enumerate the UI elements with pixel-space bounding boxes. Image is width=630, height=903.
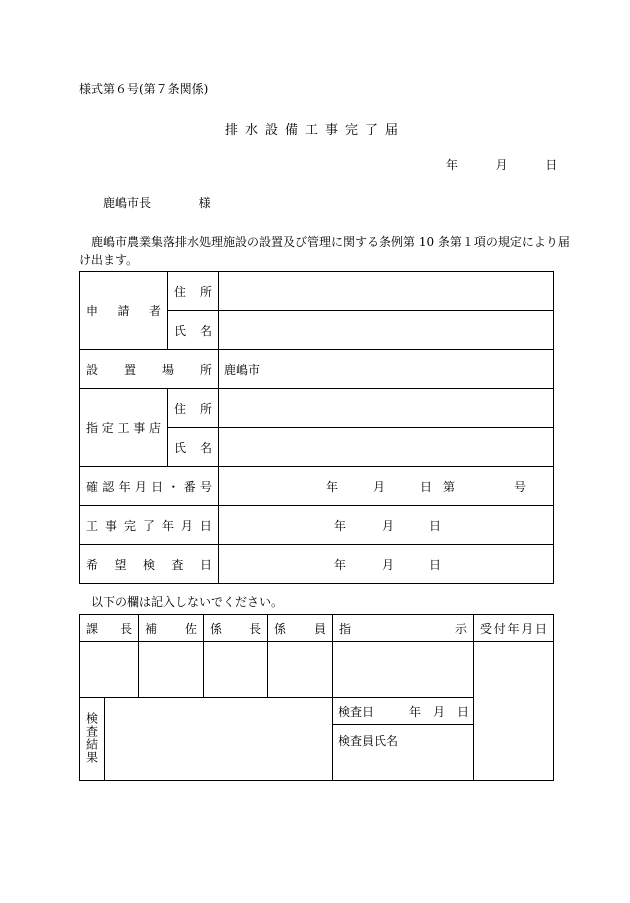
contractor-name-label-cell [168,428,219,467]
label-char: 者 [148,304,161,318]
label-char: 完 [123,518,136,533]
location-label-cell [80,350,219,389]
label-char: 受 [480,621,493,636]
stamp-assistant[interactable] [139,642,204,698]
label-char: 望 [114,557,127,572]
header-subsection-chief [204,615,268,642]
result-field[interactable] [105,698,333,781]
day-label: 日 [545,158,558,172]
confirm-field[interactable] [219,467,554,506]
label-char: 長 [119,621,132,636]
office-note: 以下の欄は記入しないでください。 [91,595,284,609]
label-char: 員 [313,621,326,636]
applicant-address-field[interactable] [219,272,554,311]
instruction-right: 示 [454,621,467,636]
label-char: 氏 [174,440,187,455]
name-label [168,439,218,456]
label-char: ・ [167,479,180,494]
addressee-name: 鹿嶋市長 [103,196,152,210]
label-char: 定 [101,421,114,435]
applicant-cell [80,272,168,350]
label-char: 氏 [174,323,187,338]
month-label: 月 [382,519,395,533]
result-label-cell [80,698,105,781]
label-char: 日 [534,621,547,636]
stamp-subsection-chief[interactable] [204,642,268,698]
label-char: 場 [161,362,174,377]
header-instruction [333,615,474,642]
label-char: 希 [86,557,99,572]
inspection-label-cell [80,545,219,584]
label-char: 査 [171,557,184,572]
contractor-name-field[interactable] [219,428,554,467]
day-label: 日 [429,519,442,533]
addressee-honorific: 様 [198,196,211,210]
label-char: 名 [199,440,212,455]
label-char: 店 [148,421,161,435]
label-char: 事 [133,421,146,435]
contractor-address-field[interactable] [219,389,554,428]
header-received-date [474,615,554,642]
label-char: 係 [210,621,223,636]
day-label: 日 [420,480,433,494]
main-table [79,271,554,584]
submission-date [446,156,557,173]
label-char: 名 [199,323,212,338]
label-char: 日 [199,557,212,572]
label-char: 所 [199,401,212,416]
month-label: 月 [373,480,386,494]
label-char: 置 [123,362,136,377]
label-char: 工 [86,518,99,533]
label-char: 付 [493,621,506,636]
year-label: 年 [326,480,339,494]
label-char: 日 [151,479,164,494]
received-date-field[interactable] [474,642,554,781]
month-label: 月 [495,158,508,172]
inspection-field[interactable] [219,545,554,584]
label-char: 長 [248,621,261,636]
label-char: 月 [521,621,534,636]
applicant-name-field[interactable] [219,311,554,350]
label-char: 日 [199,518,212,533]
applicant-address-label-cell [168,272,219,311]
label-char: 係 [274,621,287,636]
day-label: 日 [429,558,442,572]
label-char: 月 [134,479,147,494]
contractor-label [80,419,167,436]
inspector-cell[interactable] [333,725,474,781]
contractor-address-label-cell [168,389,219,428]
completion-field[interactable] [219,506,554,545]
label-char: 了 [142,518,155,533]
stamp-section-chief[interactable] [80,642,139,698]
inspection-date-cell[interactable] [333,698,474,725]
body-text-line1: 鹿嶋市農業集落排水処理施設の設置及び管理に関する条例第 10 条第１項の規定により届 [91,235,570,249]
month-label: 月 [382,558,395,572]
label-char: 検 [142,557,155,572]
form-number: 様式第６号(第７条関係) [79,82,209,96]
year-label: 年 [409,705,422,719]
instruction-field[interactable] [333,642,474,698]
applicant-name-label-cell [168,311,219,350]
day-label: 日 [457,705,470,719]
label-char: 佐 [184,621,197,636]
address-label [168,400,218,417]
label-char: 確 [86,479,99,494]
header-staff [268,615,333,642]
label-char: 月 [180,518,193,533]
label-char: 所 [199,284,212,299]
office-table [79,614,554,781]
name-label [168,322,218,339]
label-char: 設 [86,362,99,377]
label-char: 課 [86,621,99,636]
label-char: 申 [86,304,99,318]
page-title: 排水設備工事完了届 [224,123,405,138]
header-assistant [139,615,204,642]
month-label: 月 [433,705,446,719]
completion-label [80,517,218,534]
label-char: 号 [199,479,212,494]
confirm-label-cell [80,467,219,506]
location-label [80,361,218,378]
number-suffix: 号 [514,480,527,494]
address-label [168,283,218,300]
stamp-staff[interactable] [268,642,333,698]
number-prefix: 第 [443,480,456,494]
label-char: 事 [104,518,117,533]
label-char: 工 [117,421,130,435]
label-char: 指 [86,421,99,435]
result-label: 検査結果 [84,711,99,764]
year-label: 年 [446,158,459,172]
label-char: 年 [118,479,131,494]
body-text-line2: け出ます。 [79,253,139,267]
applicant-label [80,302,167,319]
inspection-date-label: 検査日 [338,705,375,719]
label-char: 補 [145,621,158,636]
label-char: 請 [117,304,130,318]
completion-label-cell [80,506,219,545]
label-char: 住 [174,284,187,299]
addressee [103,194,211,211]
contractor-cell [80,389,168,467]
year-label: 年 [334,558,347,572]
label-char: 番 [183,479,196,494]
label-char: 認 [102,479,115,494]
location-value: 鹿嶋市 [224,362,261,377]
inspection-label [80,556,218,573]
confirm-label [80,478,218,495]
label-char: 年 [507,621,520,636]
year-label: 年 [334,519,347,533]
label-char: 年 [161,518,174,533]
inspector-label: 検査員氏名 [338,734,399,748]
location-field[interactable] [219,350,554,389]
label-char: 所 [199,362,212,377]
header-section-chief [80,615,139,642]
instruction-left: 指 [339,621,352,636]
label-char: 住 [174,401,187,416]
